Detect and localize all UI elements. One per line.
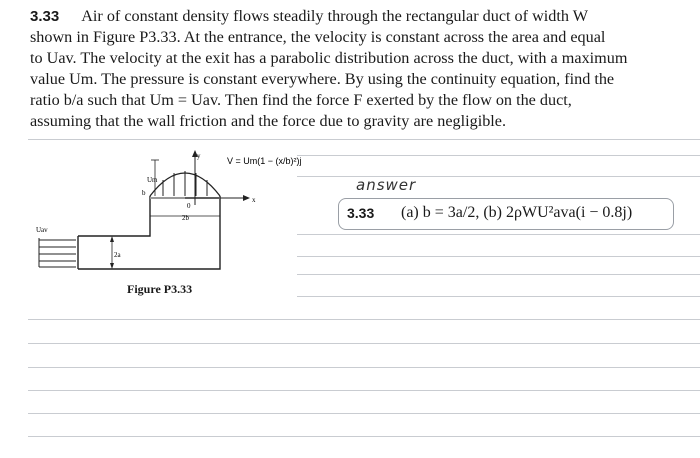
rule-line: [297, 155, 700, 156]
figure-p3-33: [30, 150, 310, 300]
rule-line: [297, 234, 700, 235]
problem-line-4: value Um. The pressure is constant everywhere. By using the continuity equation, find the: [30, 70, 615, 88]
rule-line: [28, 343, 700, 344]
answer-box: [338, 198, 674, 230]
label-um: Um: [147, 176, 158, 184]
duct-walls: [78, 196, 220, 269]
label-y: y: [197, 152, 201, 160]
rule-line: [297, 296, 700, 297]
label-2b: 2b: [182, 214, 189, 222]
problem-line-1: Air of constant density flows steadily through the rectangular duct of width W: [81, 7, 588, 25]
label-origin: 0: [187, 202, 191, 210]
rule-line: [28, 319, 700, 320]
problem-line-2: shown in Figure P3.33. At the entrance, the velocity is constant across the area and equal: [30, 28, 606, 46]
figure-caption: Figure P3.33: [127, 282, 193, 296]
label-uav: Uav: [36, 226, 48, 234]
profile-arrows: [163, 171, 207, 196]
label-x: x: [252, 196, 256, 204]
rule-line: [28, 367, 700, 368]
handwritten-answer-label: answer: [356, 176, 417, 194]
problem-number: 3.33: [30, 8, 60, 25]
velocity-formula: V = Um(1 − (x/b)²)j: [227, 156, 302, 166]
problem-line-5: ratio b/a such that Um = Uav. Then find the force F exerted by the flow on the duct,: [30, 91, 572, 109]
inlet-arrows: [39, 238, 76, 267]
duct-diagram: [30, 150, 310, 300]
rule-line: [28, 139, 700, 140]
problem-line-6: assuming that the wall friction and the force due to gravity are negligible.: [30, 112, 507, 130]
rule-line: [28, 413, 700, 414]
rule-line: [28, 436, 700, 437]
rule-line: [28, 390, 700, 391]
problem-statement: [30, 6, 692, 132]
label-b: b: [142, 189, 146, 197]
rule-line: [297, 274, 700, 275]
answer-number: 3.33: [347, 205, 375, 221]
problem-line-3: to Uav. The velocity at the exit has a parabolic distribution across the duct, with a maximum: [30, 49, 628, 67]
answer-text: (a) b = 3a/2, (b) 2ρWU²ava(i − 0.8j): [401, 204, 633, 221]
rule-line: [297, 256, 700, 257]
label-2a: 2a: [114, 251, 121, 259]
